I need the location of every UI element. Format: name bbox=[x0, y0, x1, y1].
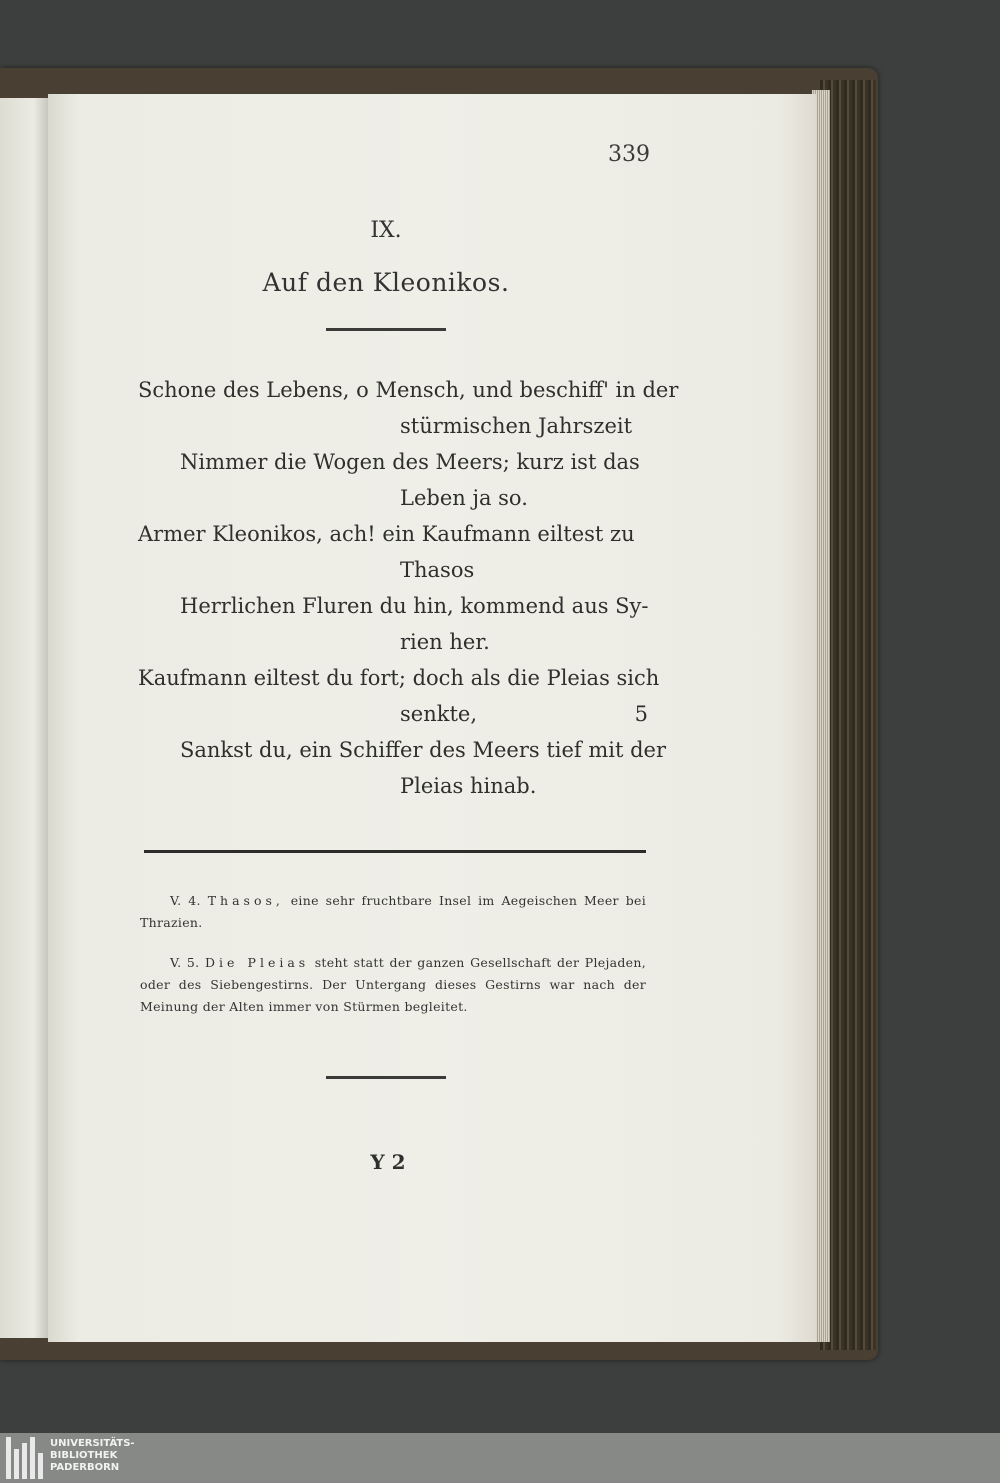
poem-line: Herrlichen Fluren du hin, kommend aus Sy- bbox=[180, 594, 649, 618]
poem-line: Schone des Lebens, o Mensch, und beschiff' in der bbox=[138, 378, 679, 402]
poem-line: Nimmer die Wogen des Meers; kurz ist das bbox=[180, 450, 640, 474]
poem-line: Armer Kleonikos, ach! ein Kaufmann eiltest zu bbox=[138, 522, 635, 546]
poem-line: stürmischen Jahrszeit bbox=[400, 414, 633, 438]
page-number: 339 bbox=[608, 142, 650, 167]
library-logo-icon bbox=[6, 1437, 46, 1479]
left-page bbox=[0, 98, 48, 1338]
library-name-line: BIBLIOTHEK bbox=[50, 1450, 118, 1461]
section-numeral: IX. bbox=[370, 218, 402, 243]
library-name-line: UNIVERSITÄTS- bbox=[50, 1438, 135, 1449]
footnote-ref: V. 4. bbox=[170, 893, 201, 908]
footnote-term: Die Pleias bbox=[204, 955, 310, 970]
book-page bbox=[48, 94, 816, 1342]
poem-line: Thasos bbox=[400, 558, 475, 582]
footnote bbox=[140, 952, 646, 1018]
poem-line: Kaufmann eiltest du fort; doch als die Pleias sich bbox=[138, 666, 660, 690]
poem-line: Sankst du, ein Schiffer des Meers tief mit der bbox=[180, 738, 667, 762]
footnote-text: eine sehr fruchtbare Insel im Aegeischen Meer bei Thrazien. bbox=[140, 893, 646, 930]
poem-line: Pleias hinab. bbox=[400, 774, 537, 798]
library-footer bbox=[0, 1433, 1000, 1483]
poem-title: Auf den Kleonikos. bbox=[262, 268, 510, 297]
poem-line: Leben ja so. bbox=[400, 486, 528, 510]
line-number: 5 bbox=[634, 702, 648, 726]
title-rule bbox=[326, 328, 446, 331]
footnote-ref: V. 5. bbox=[170, 955, 200, 970]
footnote bbox=[140, 890, 646, 934]
footnote-rule bbox=[144, 850, 646, 853]
footnote-text: steht statt der ganzen Gesellschaft der Plejaden, oder des Siebengestirns. Der Untergang dieses Gestirns war nach der Meinung der Alten immer von Stürmen begleitet. bbox=[140, 955, 647, 1014]
signature-mark: Y 2 bbox=[370, 1150, 406, 1174]
footnote-term: Thasos, bbox=[207, 893, 284, 908]
library-name-line: PADERBORN bbox=[50, 1462, 120, 1473]
end-rule bbox=[326, 1076, 446, 1079]
poem-line: senkte, bbox=[400, 702, 477, 726]
library-name bbox=[50, 1438, 135, 1474]
poem-line: rien her. bbox=[400, 630, 490, 654]
